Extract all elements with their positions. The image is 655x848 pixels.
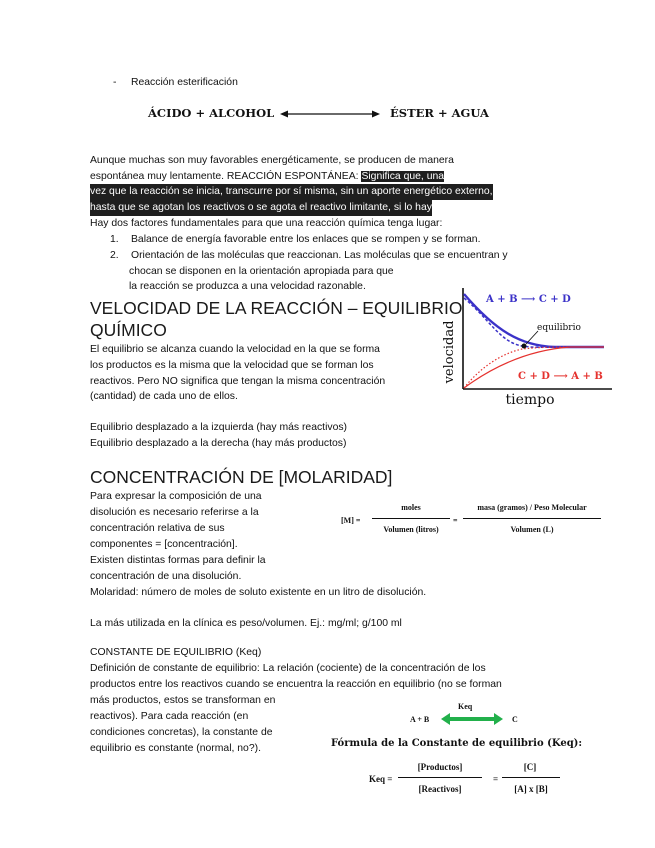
section-heading-velocidad: VELOCIDAD DE LA REACCIÓN – EQUILIBRIO bbox=[90, 298, 463, 318]
factor-number: 2. bbox=[110, 250, 119, 261]
fraction-bar bbox=[372, 518, 450, 519]
molarity-denominator-alt: Volumen (L) bbox=[510, 525, 554, 534]
para1-line3: vez que la reacción se inicia, transcurre por sí misma, sin un aporte energético externo, bbox=[90, 184, 493, 200]
equilibrium-text-line: El equilibrio se alcanza cuando la velocidad en la que se forma bbox=[90, 344, 380, 355]
concentration-text-line: componentes = [concentración]. bbox=[90, 539, 238, 550]
concentration-text-line: concentración relativa de sus bbox=[90, 523, 225, 534]
equilibrium-text-line: (cantidad) de cada uno de ellos. bbox=[90, 391, 238, 402]
keq-text-line: más productos, estos se transforman en bbox=[90, 695, 276, 706]
para1-line5: Hay dos factores fundamentales para que una reacción química tenga lugar: bbox=[90, 218, 443, 229]
equals-sign: = bbox=[493, 774, 499, 784]
graph-ylabel: velocidad bbox=[442, 320, 457, 384]
equilibrium-text-line: los productos es la misma que la velocidad que se forman los bbox=[90, 360, 374, 371]
clinical-units-note: La más utilizada en la clínica es peso/volumen. Ej.: mg/ml; g/100 ml bbox=[90, 618, 402, 629]
equilibrium-text-line: reactivos. Pero NO significa que tengan la misma concentración bbox=[90, 376, 386, 387]
keq-lhs: Keq = bbox=[369, 774, 393, 784]
reaction-type-item: Reacción esterificación bbox=[131, 77, 238, 88]
para1-line2 bbox=[90, 169, 444, 185]
factor-continuation: chocan se disponen en la orientación apropiada para que bbox=[129, 266, 394, 277]
molarity-denominator: Volumen (litros) bbox=[383, 525, 439, 534]
factor-number: 1. bbox=[110, 234, 119, 245]
keq-definition-line: productos entre los reactivos cuando se encuentra la reacción en equilibrio (no se forman bbox=[90, 679, 502, 690]
fraction-bar bbox=[463, 518, 601, 519]
keq-text-line: condiciones concretas), la constante de bbox=[90, 727, 273, 738]
equals-sign: = bbox=[453, 516, 458, 525]
keq-definition-line: Definición de constante de equilibrio: La relación (cociente) de la concentración de los bbox=[90, 663, 486, 674]
reverse-reaction-label: C + D ⟶ A + B bbox=[518, 371, 603, 382]
esterification-rhs: ÉSTER + AGUA bbox=[390, 106, 489, 120]
keq-numerator: [Productos] bbox=[417, 762, 463, 772]
spontaneous-definition-highlight: Significa que, una bbox=[361, 171, 445, 182]
section-heading-keq: CONSTANTE DE EQUILIBRIO (Keq) bbox=[90, 647, 262, 658]
keq-arrow-label: Keq bbox=[458, 702, 473, 711]
fraction-bar bbox=[398, 777, 482, 778]
molaridad-definition: Molaridad: número de moles de soluto existente en un litro de disolución. bbox=[90, 587, 427, 598]
spontaneous-label: espontánea muy lentamente. REACCIÓN ESPONTÁNEA: bbox=[90, 171, 362, 182]
keq-product: C bbox=[512, 715, 518, 724]
keq-formula-title: Fórmula de la Constante de equilibrio (Keq): bbox=[331, 738, 583, 749]
green-equilibrium-arrow-icon bbox=[441, 712, 503, 726]
keq-numerator-c: [C] bbox=[523, 762, 537, 772]
forward-rate-dashed-curve bbox=[464, 298, 604, 347]
forward-reaction-label: A + B ⟶ C + D bbox=[486, 294, 571, 305]
keq-denominator: [Reactivos] bbox=[418, 784, 462, 794]
para1-line1: Aunque muchas son muy favorables energéticamente, se producen de manera bbox=[90, 155, 454, 166]
keq-text-line: reactivos). Para cada reacción (en bbox=[90, 711, 249, 722]
double-arrow-icon bbox=[280, 108, 380, 120]
equilibrium-right-note: Equilibrio desplazado a la derecha (hay más productos) bbox=[90, 438, 347, 449]
concentration-text-line: Para expresar la composición de una bbox=[90, 491, 262, 502]
equilibrium-point bbox=[522, 344, 527, 349]
esterification-lhs: ÁCIDO + ALCOHOL bbox=[148, 106, 275, 120]
factor-item: Balance de energía favorable entre los enlaces que se rompen y se forman. bbox=[131, 234, 481, 245]
factor-continuation: la reacción se produzca a una velocidad razonable. bbox=[129, 281, 366, 292]
molarity-lhs: [M] = bbox=[341, 516, 361, 525]
section-heading-concentracion: CONCENTRACIÓN DE [MOLARIDAD] bbox=[90, 467, 393, 487]
equilibrium-left-note: Equilibrio desplazado a la izquierda (hay más reactivos) bbox=[90, 422, 348, 433]
factor-item: Orientación de las moléculas que reaccionan. Las moléculas que se encuentran y bbox=[131, 250, 508, 261]
concentration-text-line: disolución es necesario referirse a la bbox=[90, 507, 259, 518]
graph-xlabel: tiempo bbox=[505, 392, 555, 408]
equilibrium-label: equilibrio bbox=[537, 323, 581, 333]
molarity-numerator: moles bbox=[401, 503, 421, 512]
section-heading-velocidad-cont: QUÍMICO bbox=[90, 320, 167, 340]
bullet-dash: - bbox=[113, 77, 117, 88]
fraction-bar bbox=[502, 777, 560, 778]
concentration-text-line: Existen distintas formas para definir la bbox=[90, 555, 266, 566]
keq-denominator-ab: [A] x [B] bbox=[514, 784, 548, 794]
concentration-text-line: concentración de una disolución. bbox=[90, 571, 242, 582]
keq-reactants: A + B bbox=[410, 715, 430, 724]
rate-equilibrium-graph bbox=[420, 280, 620, 412]
molarity-numerator-alt: masa (gramos) / Peso Molecular bbox=[477, 503, 587, 512]
keq-text-line: equilibrio es constante (normal, no?). bbox=[90, 743, 261, 754]
para1-line4: hasta que se agotan los reactivos o se agota el reactivo limitante, si lo hay bbox=[90, 200, 432, 216]
